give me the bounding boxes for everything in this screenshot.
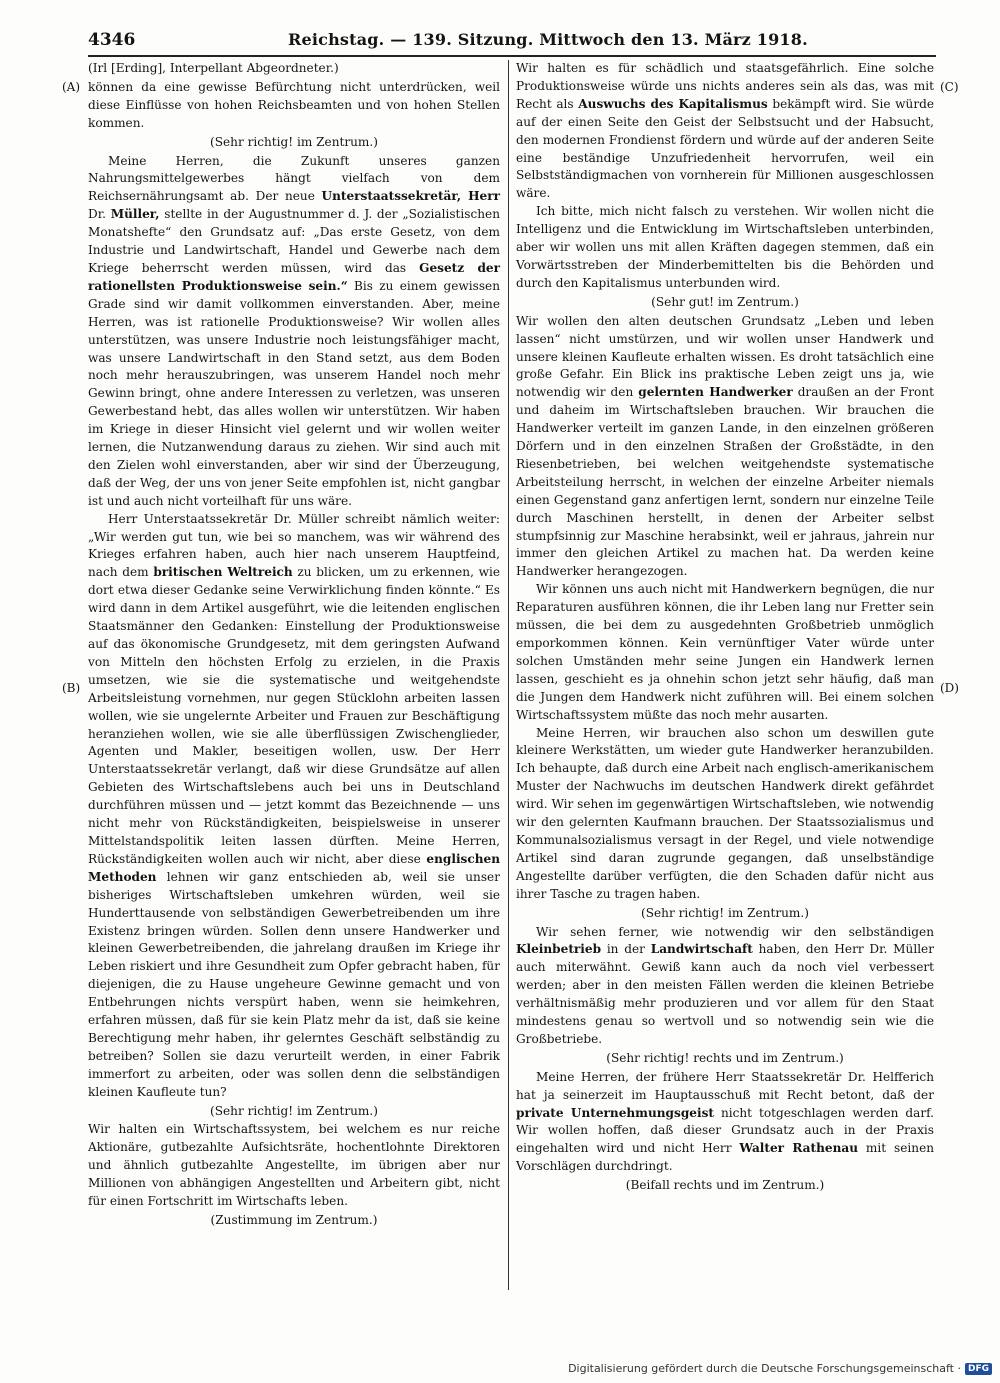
page-number: 4346 [88,30,136,50]
paragraph: können da eine gewisse Befürchtung nicht unterdrücken, weil diese Einflüsse von hohen Reichsbeamten und von hohen Stellen kommen. [88,79,500,130]
margin-mark-c: (C) [940,80,959,94]
paragraph: Wir halten ein Wirtschaftssystem, bei welchem es nur reiche Aktionäre, gutbezahlte Aufsichtsräte, hochentlohnte Direktoren und ähnlich gutbezahlte Angestellte, im übrigen aber nur Millionen von abhängigen Angestellten und Arbeitern gibt, nicht für einen Fortschritt im Wirtschafts leben. [88,1122,500,1209]
paragraph: Wir können uns auch nicht mit Handwerkern begnügen, die nur Reparaturen ausführen können, die ihr Leben lang nur Fretter sein müssen, die bei dem zu ausgedehnten Großbetrieb unmöglich emporkommen können. Kein vernünftiger Vater würde unter solchen Umständen mehr seine Jungen ein Handwerk lernen lassen, geschieht es ja ohnehin schon jetzt sehr häufig, daß man die Jungen dem Handwerk nicht zuführen will. Bei einem solchen Wirtschaftssystem müßte das noch mehr ausarten. [516,582,934,722]
left-column [88,60,500,1231]
emphasis: private Unternehmungsgeist [516,1105,714,1120]
emphasis: Müller, [110,207,160,222]
paragraph: Herr Unterstaatssekretär Dr. Müller schreibt nämlich weiter: „Wir werden gut tun, wie bei so manchem, was wir während des Krieges erfahren haben, auch hier nach unserem Hauptfeind, nach dem britischen Weltreich zu blicken, um zu erkennen, wie dort etwa dieser Gedanke seine Verwirklichung finden könnte.“ Es wird dann in dem Artikel ausgeführt, wie die leitenden englischen Staatsmänner den Gedanken: Einstellung der Produktionsweise auf das ökonomische Grundgesetz, mit dem geringsten Aufwand von Mitteln den höchsten Erfolg zu erzielen, in die Praxis umsetzen, wie sie die systematische und weitgehendste Arbeitsleistung vornehmen, nur gegen Stücklohn arbeiten lassen wollen, wie sie ungelernte Arbeiter und Frauen zur Beschäftigung heranziehen wollen, wie sie alle überflüssigen Zwischenglieder, Agenten und Makler, beseitigen wollen, usw. Der Herr Unterstaatssekretär verlangt, daß wir diese Grundsätze auf allen Gebieten des Wirtschaftslebens auch bei uns in Deutschland durchführen müssen und — jetzt kommt das Bezeichnende — uns nicht mehr von Rückständigkeiten, beispielsweise in unserer Mittelstandspolitik leiten lassen dürften. Meine Herren, Rückständigkeiten wollen auch wir nicht, aber diese englischen Methoden lehnen wir ganz entschieden ab, weil sie unser bisheriges Wirtschaftsleben umkehren würden, weil sie Hunderttausende von selbständigen Gewerbetreibenden um ihre Existenz bringen würden. Sollen denn unsere Handwerker und kleinen Gewerbetreibenden, die jahrelang draußen im Kriege ihr Leben riskiert und ihre Gesundheit zum Opfer gebracht haben, für diejenigen, die zu Hause ungeheure Gewinne gemacht und von Entbehrungen nichts verspürt haben, wenn sie heimkehren, erfahren müssen, daß für sie kein Platz mehr da ist, daß sie keine Berechtigung mehr haben, ihr gelerntes Geschäft selbständig zu betreiben? Sollen sie dazu verurteilt werden, in einer Fabrik immerfort zu arbeiten, oder was sollen denn die selbständigen kleinen Kaufleute tun? [88,511,500,1099]
emphasis: gelernten Handwerker [638,385,793,400]
emphasis: Walter Rathenau [739,1141,858,1156]
interjection: (Sehr richtig! im Zentrum.) [210,134,378,149]
paragraph: Ich bitte, mich nicht falsch zu verstehen. Wir wollen nicht die Intelligenz und die Entwicklung im Wirtschaftsleben unterbinden, aber wir wollen uns mit allen Kräften dagegen stemmen, daß ein Vorwärtsstreben der Minderbemittelten bis die Behörden und durch den Kapitalismus unterbunden wird. [516,204,934,290]
paragraph: Wir wollen den alten deutschen Grundsatz „Leben und leben lassen“ nicht umstürzen, und wir wollen unser Handwerk und unsere kleinen Kaufleute erhalten wissen. Es droht tatsächlich eine große Gefahr. Ein Blick ins praktische Leben zeigt uns ja, wie notwendig wir den gelernten Handwerker draußen an der Front und daheim im Wirtschaftsleben brauchen. Wir brauchen die Handwerker verteilt im ganzen Lande, in den einzelnen größeren Dörfern und in den einzelnen Straßen der Großstädte, in den Riesenbetrieben, bei welchen weitgehendste systematische Arbeitsteilung herrscht, in welchen der einzelne Arbeiter niemals einen Gegenstand ganz anfertigen lernt, sondern nur einzelne Teile durch Maschinen herstellt, in denen der Arbeiter selbst stumpfsinnig zur Maschine herabsinkt, weil er jahraus, jahrein nur immer den gleichen Artikel zu machen hat. Da werden keine Handwerker herangezogen. [516,313,934,579]
interjection: (Sehr richtig! im Zentrum.) [210,1103,378,1118]
emphasis: englischen Methoden [88,851,500,884]
column-divider [508,60,509,1290]
page-title: Reichstag. — 139. Sitzung. Mittwoch den 13. März 1918. [288,30,808,49]
paragraph: Wir halten es für schädlich und staatsgefährlich. Eine solche Produktionsweise würde uns nichts anderes sein als das, was mit Recht als Auswuchs des Kapitalismus bekämpft wird. Sie würde auf der einen Seite den Geist der Selbstsucht und der Habsucht, den modernen Frondienst fördern und würde auf der anderen Seite eine beständige Unzufriedenheit hervorrufen, weil ein Selbstständigmachen von vornherein für Millionen ausgeschlossen wäre. [516,61,934,201]
interjection: (Sehr richtig! im Zentrum.) [641,905,809,920]
emphasis: britischen Weltreich [153,565,293,580]
emphasis: Auswuchs des Kapitalismus [578,96,768,111]
emphasis: Landwirtschaft [650,942,753,957]
margin-mark-d: (D) [940,681,959,695]
emphasis: Unterstaatssekretär, Herr [321,189,500,204]
header-rule [88,55,936,57]
emphasis: Gesetz der rationellsten Produktionsweise sein.“ [88,260,500,293]
margin-mark-a: (A) [62,80,81,94]
dfg-logo-icon: DFG [965,1363,992,1375]
interjection: (Sehr richtig! rechts und im Zentrum.) [606,1050,844,1065]
interjection: (Sehr gut! im Zentrum.) [651,294,799,309]
footer-text: Digitalisierung gefördert durch die Deutsche Forschungsgemeinschaft · [568,1362,961,1375]
paragraph: Wir sehen ferner, wie notwendig wir den selbständigen Kleinbetrieb in der Landwirtschaft haben, den Herr Dr. Müller auch miterwähnt. Gewiß kann auch da noch viel verbessert werden; aber in den meisten Fällen werden die kleinen Betriebe verhältnismäßig mehr produzieren und vor allem für den Staat mindestens genau so wertvoll und so notwendig sein wie die Großbetriebe. [516,924,934,1046]
page-header [88,28,933,54]
emphasis: Kleinbetrieb [516,942,602,957]
speaker-line: (Irl [Erding], Interpellant Abgeordneter.) [88,61,339,75]
right-column [516,60,934,1196]
interjection: (Zustimmung im Zentrum.) [210,1213,378,1227]
interjection: (Beifall rechts und im Zentrum.) [625,1178,825,1193]
paragraph: Meine Herren, der frühere Herr Staatssekretär Dr. Helfferich hat ja seinerzeit im Hauptausschuß mit Recht betont, daß der private Unternehmungsgeist nicht totgeschlagen werden darf. Wir wollen hoffen, daß dieser Grundsatz auch in der Praxis eingehalten wird und nicht Herr Walter Rathenau mit seinen Vorschlägen durchdringt. [516,1069,935,1174]
paragraph: Meine Herren, die Zukunft unseres ganzen Nahrungsmittelgewerbes hängt vielfach von dem Reichsernährungsamt ab. Der neue Unterstaatssekretär, Herr Dr. Müller, stellte in der Augustnummer d. J. der „Sozialistischen Monatshefte“ den Grundsatz auf: „Das erste Gesetz, von dem Industrie und Landwirtschaft, Handel und Gewerbe nach dem Kriege beherrscht werden müssen, wird das Gesetz der rationellsten Produktionsweise sein.“ Bis zu einem gewissen Grade sind wir damit vollkommen einverstanden. Aber, meine Herren, was ist rationelle Produktionsweise? Wir wollen alles unterstützen, was unsere Industrie noch leistungsfähiger macht, was unsere Landwirtschaft in den Stand setzt, aus dem Boden noch mehr herauszubringen, was unserem Handel noch mehr Gewinn bringt, ohne andere Interessen zu verletzen, was unseren Gewerbestand hebt, das alles wollen wir unterstützen. Wir haben im Kriege in dieser Hinsicht viel gelernt und wir wollen weiter lernen, die Nutzanwendung daraus zu ziehen. Wir sind auch mit den Zielen wohl einverstanden, aber wir sind der Überzeugung, daß der Weg, der uns von jener Seite empfohlen ist, nicht gangbar ist und auch nicht vorteilhaft für uns wäre. [88,153,501,508]
margin-mark-b: (B) [62,681,81,695]
paragraph: Meine Herren, wir brauchen also schon um deswillen gute kleinere Werkstätten, um wieder gute Handwerker heranzubilden. Ich behaupte, daß durch eine Arbeit nach englisch-amerikanischem Muster der Nachwuchs im deutschen Handwerk direkt gefährdet wird. Wir sehen im gegenwärtigen Wirtschaftsleben, wie notwendig wir den gelernten Kaufmann brauchen. Der Staatssozialismus und Kommunalsozialismus versagt in der Regel, und viele notwendige Artikel sind daran zugrunde gegangen, daß unselbständige Angestellte darüber verfügten, die den Schaden dafür nicht aus ihrer Tasche zu tragen haben. [516,725,934,901]
footer [568,1362,992,1375]
